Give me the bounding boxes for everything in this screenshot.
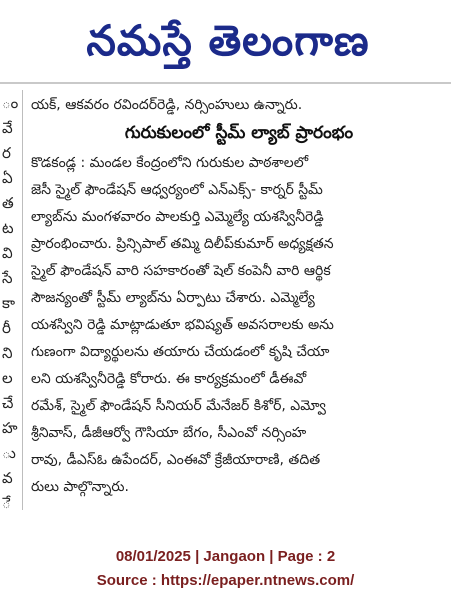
article-headline: గురుకులంలో స్టీమ్ ల్యాబ్ ప్రారంభం bbox=[124, 123, 354, 143]
article-body-line: సౌజన్యంతో స్టీమ్ ల్యాబ్‌ను ఏర్పాటు చేశారు. ఎమ్మెల్యే bbox=[31, 290, 315, 306]
masthead-rule bbox=[0, 82, 451, 84]
column-fragment: హ bbox=[2, 419, 18, 437]
column-fragment: ే bbox=[2, 494, 11, 512]
column-fragment: ల bbox=[2, 369, 13, 387]
article-body-line: ల్యాబ్‌ను మంగళవారం పాలకుర్తి ఎమ్మెల్యే యశస్వినీరెడ్డి bbox=[31, 209, 324, 225]
article-body-line: స్మైల్ ఫౌండేషన్ వారి సహకారంతో షెల్ కంపెనీ వారి ఆర్థిక bbox=[31, 263, 331, 279]
column-fragment: వ bbox=[2, 469, 13, 487]
column-fragment: రీ bbox=[2, 319, 11, 337]
column-fragment: ఏ bbox=[2, 169, 13, 187]
column-fragment: ర bbox=[2, 144, 11, 162]
clipping-footer bbox=[0, 546, 451, 602]
column-fragment: త bbox=[2, 194, 14, 212]
article-body-line: కొడకండ్ల : మండల కేంద్రంలోని గురుకుల పాఠశాలలో bbox=[31, 155, 309, 171]
column-fragment: చే bbox=[2, 394, 14, 412]
edition-info: 08/01/2025 | Jangaon | Page : 2 bbox=[115, 548, 336, 565]
newspaper-title: నమస్తే తెలంగాణ bbox=[86, 16, 370, 65]
article-body-line: యశస్విని రెడ్డి మాట్లాడుతూ భవిష్యత్ అవసరాలకు అను bbox=[31, 317, 334, 333]
article-body-line: ప్రారంభించారు. ప్రిన్సిపాల్ తమ్మి దిలీప్‌కుమార్ అధ్యక్షతన bbox=[31, 236, 334, 252]
column-divider bbox=[22, 90, 23, 510]
column-fragment: కా bbox=[2, 294, 16, 312]
article-body-line: గుణంగా విద్యార్థులను తయారు చేయడంలో కృషి చేయా bbox=[31, 344, 330, 360]
column-fragment: ని bbox=[2, 344, 13, 362]
column-fragment: ం bbox=[2, 94, 19, 112]
column-fragment: ట bbox=[2, 219, 14, 237]
column-fragment: ు bbox=[2, 444, 16, 462]
article-body-line: శ్రీనివాస్, డీజీఆర్వో గౌసియా బేగం, సీఎంవో నర్సింహ bbox=[31, 425, 307, 441]
article-lead-in: యక్, ఆకవరం రవిందర్‌రెడ్డి, నర్సింహులు ఉన్నారు. bbox=[31, 97, 303, 113]
article-body-line: రావు, డీఎస్ఓ ఉపేందర్, ఎంఈవో క్రేజీయారాణి, తదిత bbox=[31, 452, 321, 468]
article-body-line: జెసీ స్మైల్ ఫౌండేషన్ ఆధ్వర్యంలో ఎన్ఎక్స్- కార్నర్ స్టీమ్ bbox=[31, 182, 323, 198]
masthead bbox=[0, 0, 451, 82]
source-link[interactable]: Source : https://epaper.ntnews.com/ bbox=[96, 572, 355, 589]
column-fragment: సే bbox=[2, 269, 13, 287]
column-fragment: వే bbox=[2, 119, 13, 137]
article-body-line: లని యశస్వినీరెడ్డి కోరారు. ఈ కార్యక్రమంలో డీఈవో bbox=[31, 371, 307, 387]
adjacent-column-fragments bbox=[0, 92, 20, 512]
column-fragment: వి bbox=[2, 244, 13, 262]
article-body-line: రులు పాల్గొన్నారు. bbox=[31, 479, 129, 495]
article-body-line: రమేశ్, స్మైల్ ఫౌండేషన్ సీనియర్ మేనేజర్ కిశోర్, ఎమ్వో bbox=[31, 398, 326, 414]
article bbox=[31, 92, 447, 532]
